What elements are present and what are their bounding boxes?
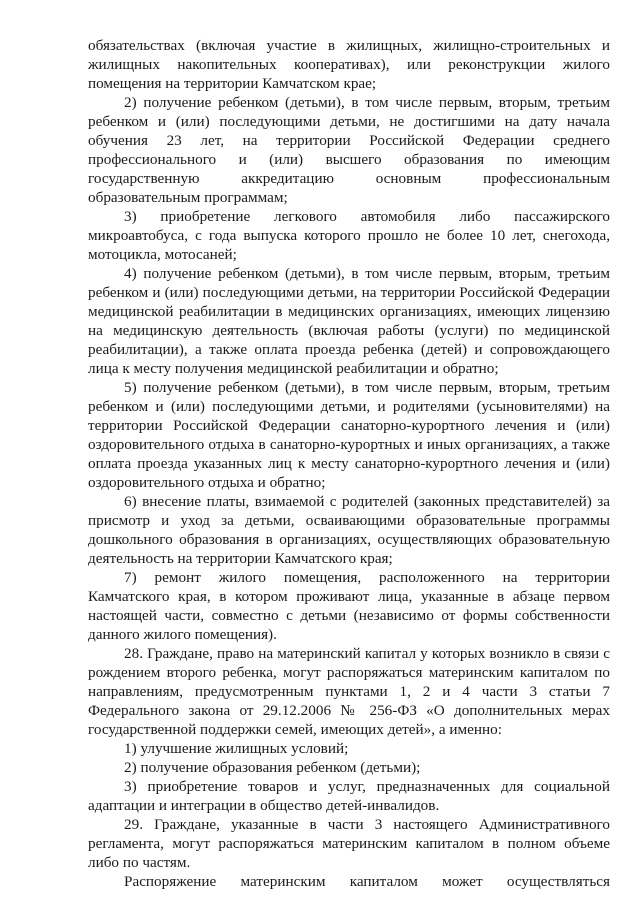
section-28-item-1: 1) улучшение жилищных условий; [124, 740, 349, 757]
list-item-6: 6) внесение платы, взимаемой с родителей (законных представителей) за присмотр и уход за детьми, осваивающими образовательные программы дошкольного образования в организациях, осуществляющих образовательную деятельность на территории Камчатского края; [88, 493, 610, 567]
section-28-item-3: 3) приобретение товаров и услуг, предназначенных для социальной адаптации и интеграции в общество детей-инвалидов. [88, 778, 610, 814]
list-item-5: 5) получение ребенком (детьми), в том числе первым, вторым, третьим ребенком и (или) последующими детьми, и родителями (усыновителями) на территории Российской Федерации санаторно-курортного лечения и (или) оздоровительного отдыха в санаторно-курортных и иных организациях, а также оплата проезда указанных лиц к месту санаторно-курортного лечения и (или) оздоровительного отдыха и обратно; [88, 379, 610, 491]
list-item-7: 7) ремонт жилого помещения, расположенного на территории Камчатского края, в котором проживают лица, указанные в абзаце первом настоящей части, совместно с детьми (независимо от формы собственности данного жилого помещения). [88, 569, 610, 643]
list-item-4: 4) получение ребенком (детьми), в том числе первым, вторым, третьим ребенком и (или) последующими детьми, на территории Российской Федерации медицинской реабилитации в медицинских организациях, имеющих лицензию на медицинскую деятельность (включая работы (услуги) по медицинской реабилитации), а также оплата проезда ребенка (детей) и сопровождающего лица к месту получения медицинской реабилитации и обратно; [88, 265, 610, 377]
section-29: 29. Граждане, указанные в части 3 настоящего Административного регламента, могут распоряжаться материнским капиталом в полном объеме либо по частям. [88, 816, 610, 871]
section-28: 28. Граждане, право на материнский капитал у которых возникло в связи с рождением второго ребенка, могут распоряжаться материнским капиталом по направлениям, предусмотренным пунктами 1, 2 и 4 части 3 статьи 7 Федерального закона от 29.12.2006 № 256-ФЗ «О дополнительных мерах государственной поддержки семей, имеющих детей», а именно: [88, 645, 610, 738]
paragraph-continuation: обязательствах (включая участие в жилищных, жилищно-строительных и жилищных накопительных кооперативах), или реконструкции жилого помещения на территории Камчатском крае; [88, 37, 610, 92]
section-28-item-2: 2) получение образования ребенком (детьми); [124, 759, 421, 776]
document-body [88, 36, 610, 891]
list-item-3: 3) приобретение легкового автомобиля либо пассажирского микроавтобуса, с года выпуска которого прошло не более 10 лет, снегохода, мотоцикла, мотосаней; [88, 208, 610, 263]
closing-line: Распоряжение материнским капиталом может осуществляться [124, 873, 610, 890]
list-item-2: 2) получение ребенком (детьми), в том числе первым, вторым, третьим ребенком и (или) последующими детьми, не достигшими на дату начала обучения 23 лет, на территории Российской Федерации среднего профессионального и (или) высшего образования по имеющим государственную аккредитацию основным профессиональным образовательным программам; [88, 94, 610, 206]
